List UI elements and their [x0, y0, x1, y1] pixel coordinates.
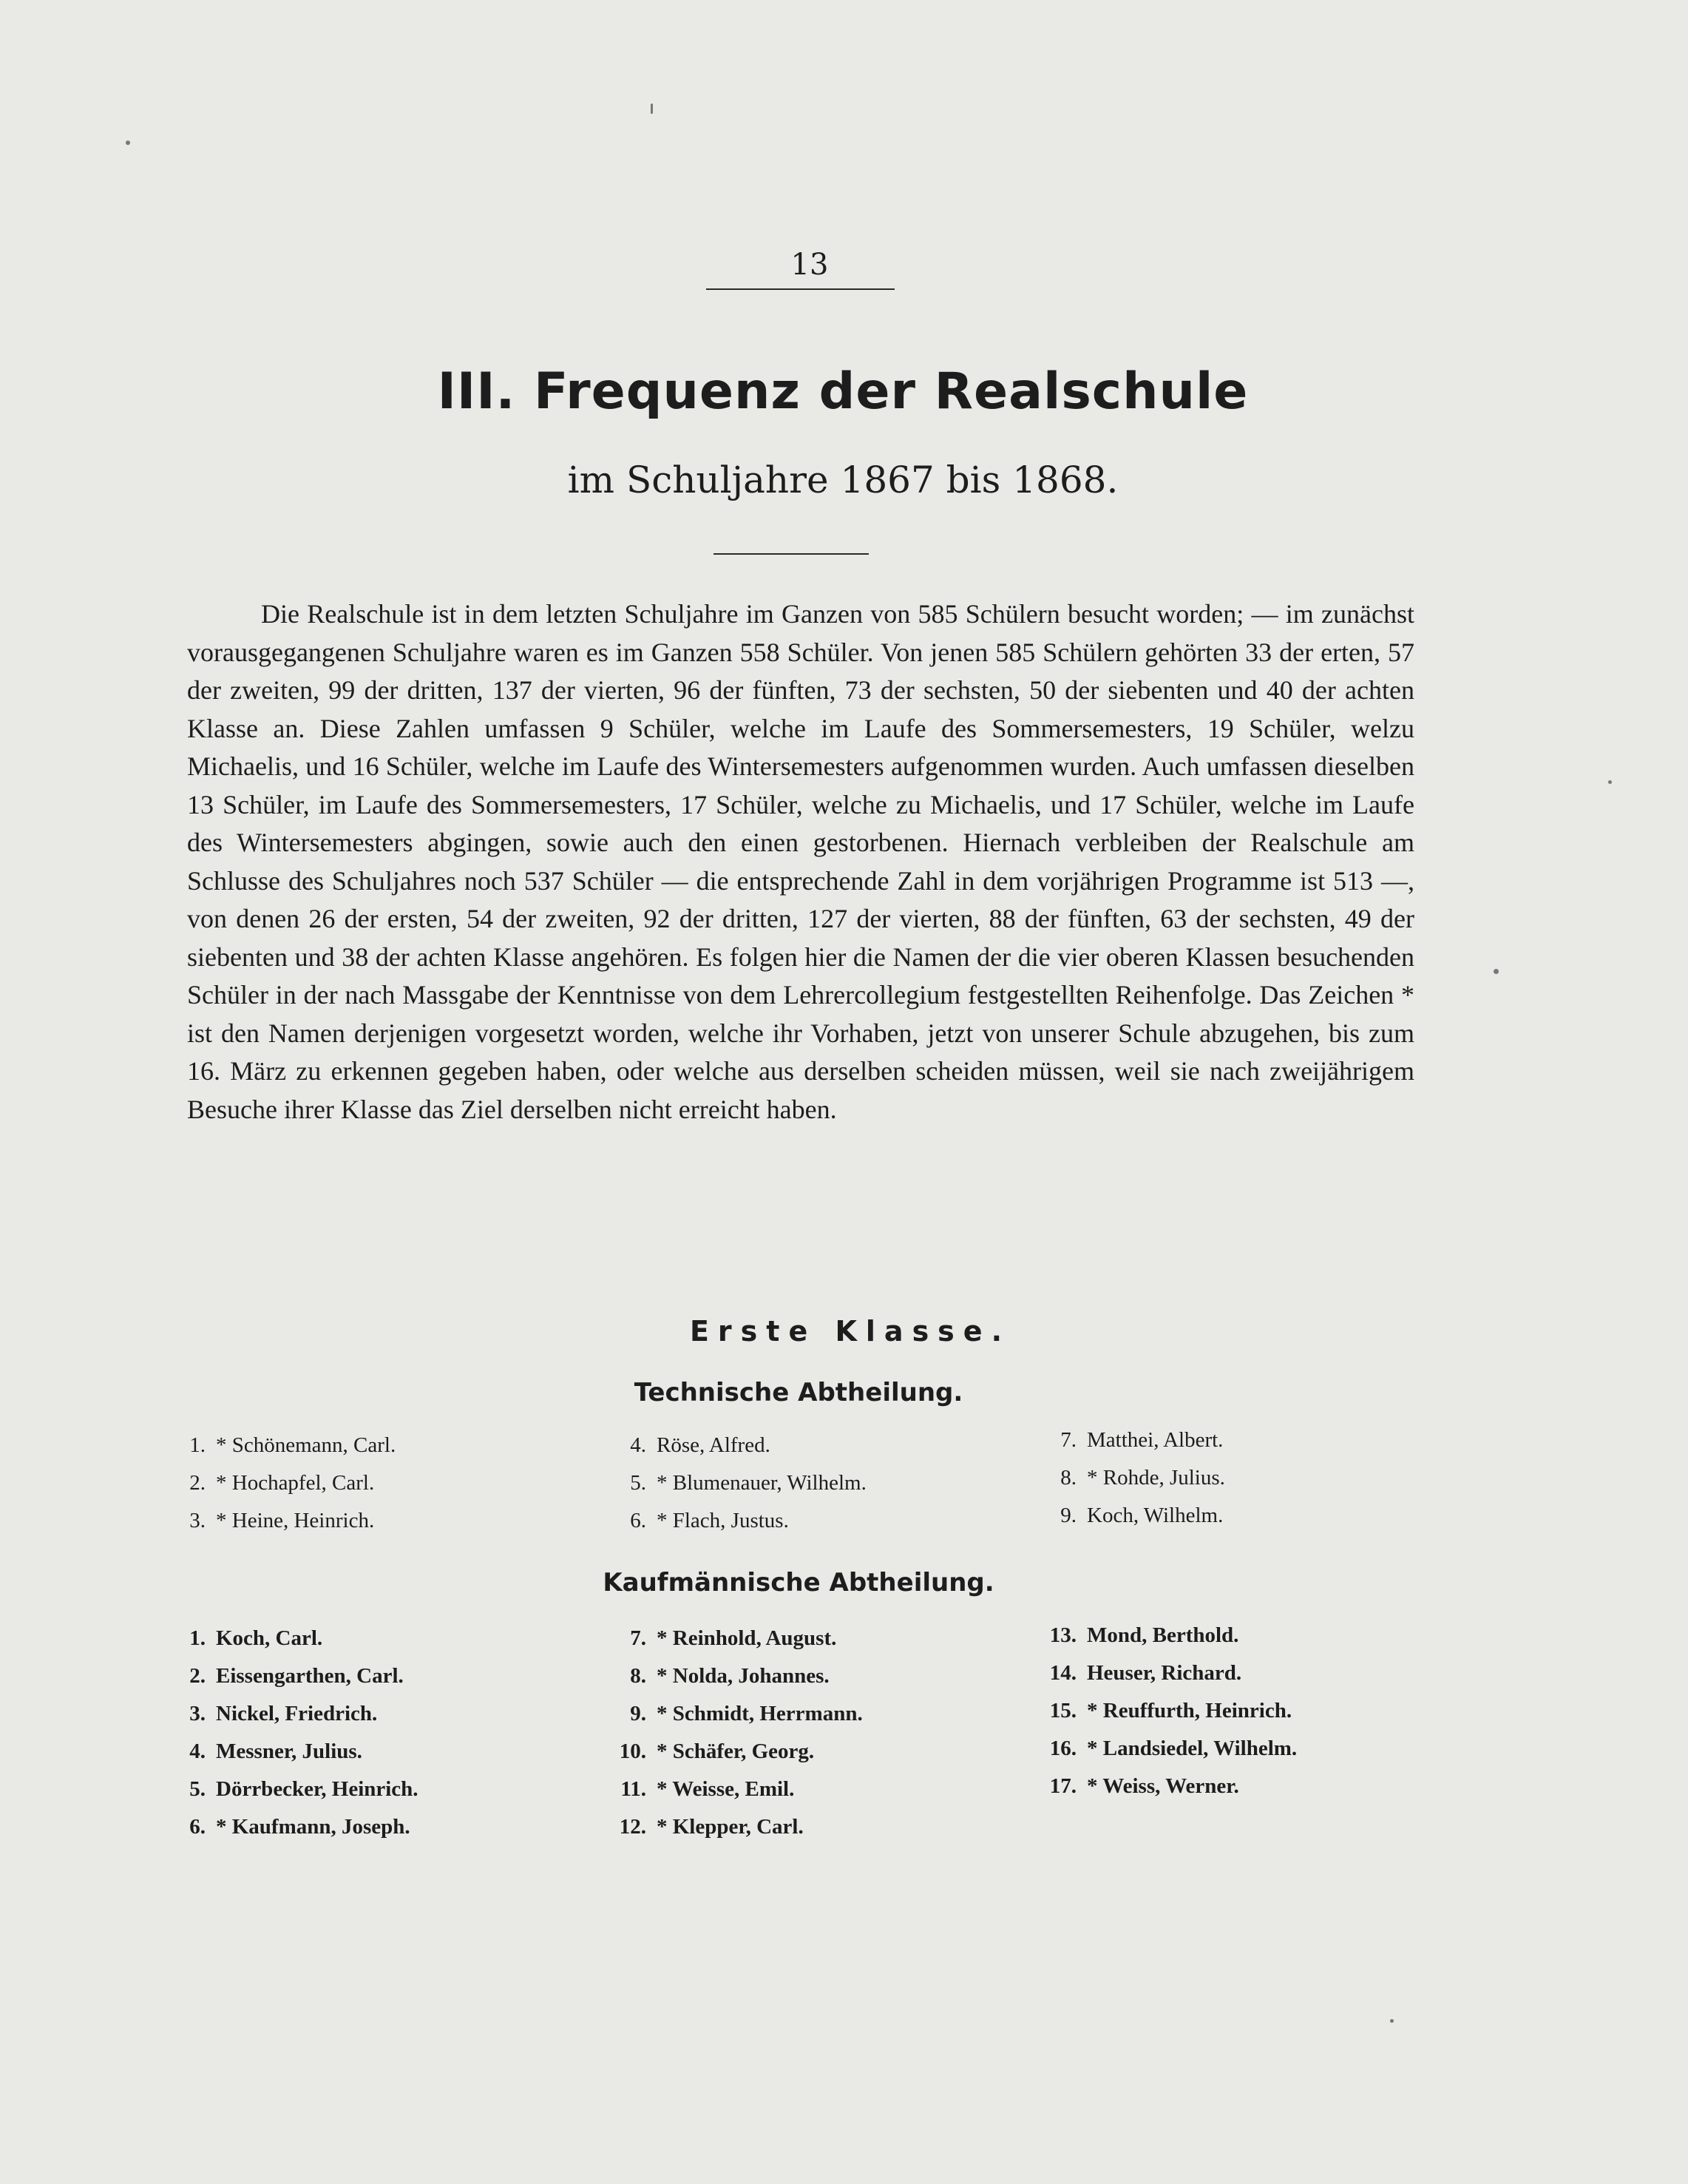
paper-speck — [1390, 2019, 1394, 2023]
list-item: 7. * Reinhold, August. — [630, 1626, 837, 1650]
list-item: 9. * Schmidt, Herrmann. — [630, 1702, 863, 1725]
list-item: 2. Eissengarthen, Carl. — [189, 1664, 404, 1688]
list-item: 4. Röse, Alfred. — [630, 1433, 770, 1457]
list-item: 12. * Klepper, Carl. — [619, 1815, 804, 1839]
technische-column-3 — [1032, 1421, 1225, 1535]
kaufmaennische-column-1 — [161, 1620, 418, 1846]
page-title: III. Frequenz der Realschule — [437, 362, 1249, 421]
list-item: 1. * Schönemann, Carl. — [189, 1433, 396, 1457]
list-item: 9. Koch, Wilhelm. — [1060, 1504, 1224, 1527]
technische-column-2 — [602, 1427, 867, 1540]
list-item: 16. * Landsiedel, Wilhelm. — [1049, 1737, 1298, 1760]
list-item: 7. Matthei, Albert. — [1060, 1428, 1224, 1452]
page-number: 13 — [790, 248, 829, 282]
kaufmaennische-heading: Kaufmännische Abtheilung. — [603, 1568, 994, 1598]
list-item: 3. * Heine, Heinrich. — [189, 1509, 375, 1532]
list-item: 11. * Weisse, Emil. — [620, 1777, 795, 1801]
list-item: 17. * Weiss, Werner. — [1049, 1774, 1239, 1798]
paper-speck — [1608, 780, 1612, 784]
paper-speck — [126, 141, 130, 145]
list-item: 6. * Flach, Justus. — [630, 1509, 789, 1532]
kaufmaennische-column-2 — [602, 1620, 863, 1846]
kaufmaennische-column-3 — [1032, 1617, 1297, 1805]
list-item: 2. * Hochapfel, Carl. — [189, 1471, 375, 1495]
list-item: 5. * Blumenauer, Wilhelm. — [630, 1471, 867, 1495]
list-item: 15. * Reuffurth, Heinrich. — [1049, 1699, 1292, 1722]
technische-column-1 — [161, 1427, 396, 1540]
technische-heading: Technische Abtheilung. — [634, 1378, 963, 1407]
list-item: 4. Messner, Julius. — [189, 1740, 362, 1763]
list-item: 8. * Nolda, Johannes. — [630, 1664, 830, 1688]
intro-paragraph: Die Realschule ist in dem letzten Schuljahre im Ganzen von 585 Schülern besucht worden; — im zunächst vorausgegangenen Schuljahre waren es im Ganzen 558 Schüler. Von jenen 585 Schülern gehörten 33 der erten, 57 der zweiten, 99 der dritten, 137 der vierten, 96 der fünften, 73 der sechsten, 50 der siebenten und 40 der achten Klasse an. Diese Zahlen umfassen 9 Schüler, welche im Laufe des Sommersemesters, 19 Schüler, welzu Michaelis, und 16 Schüler, welche im Laufe des Wintersemesters aufgenommen wurden. Auch umfassen dieselben 13 Schüler, im Laufe des Sommersemesters, 17 Schüler, welche zu Michaelis, und 17 Schüler, welche im Laufe des Wintersemesters abgingen, sowie auch den einen gestorbenen. Hiernach verbleiben der Realschule am Schlusse des Schuljahres noch 537 Schüler — die entsprechende Zahl in dem vorjährigen Programme ist 513 —, von denen 26 der ersten, 54 der zweiten, 92 der dritten, 127 der vierten, 88 der fünften, 63 der sechsten, 49 der siebenten und 38 der achten Klasse angehören. Es folgen hier die Namen der die vier oberen Klassen besuchenden Schüler in der nach Massgabe der Kenntnisse von dem Lehrercollegium festgestellten Reihenfolge. Das Zeichen * ist den Namen derjenigen vorgesetzt worden, welche ihr Vorhaben, jetzt von unserer Schule abzugehen, bis zum 16. März zu erkennen gegeben haben, oder welche aus derselben scheiden müssen, weil sie nach zweijährigem Besuche ihrer Klasse das Ziel derselben nicht erreicht haben. — [187, 599, 1414, 1124]
list-item: 6. * Kaufmann, Joseph. — [189, 1815, 410, 1839]
list-item: 1. Koch, Carl. — [189, 1626, 323, 1650]
paper-speck — [1494, 969, 1499, 974]
list-item: 3. Nickel, Friedrich. — [189, 1702, 378, 1725]
klasse-heading: Erste Klasse. — [689, 1315, 1011, 1348]
list-item: 8. * Rohde, Julius. — [1060, 1466, 1225, 1490]
page-subtitle: im Schuljahre 1867 bis 1868. — [567, 459, 1119, 501]
paper-speck — [651, 104, 653, 114]
list-item: 14. Heuser, Richard. — [1049, 1661, 1242, 1685]
list-item: 10. * Schäfer, Georg. — [619, 1740, 815, 1763]
list-item: 5. Dörrbecker, Heinrich. — [189, 1777, 418, 1801]
divider-rule — [713, 553, 869, 555]
top-rule — [706, 288, 895, 290]
list-item: 13. Mond, Berthold. — [1049, 1623, 1239, 1647]
